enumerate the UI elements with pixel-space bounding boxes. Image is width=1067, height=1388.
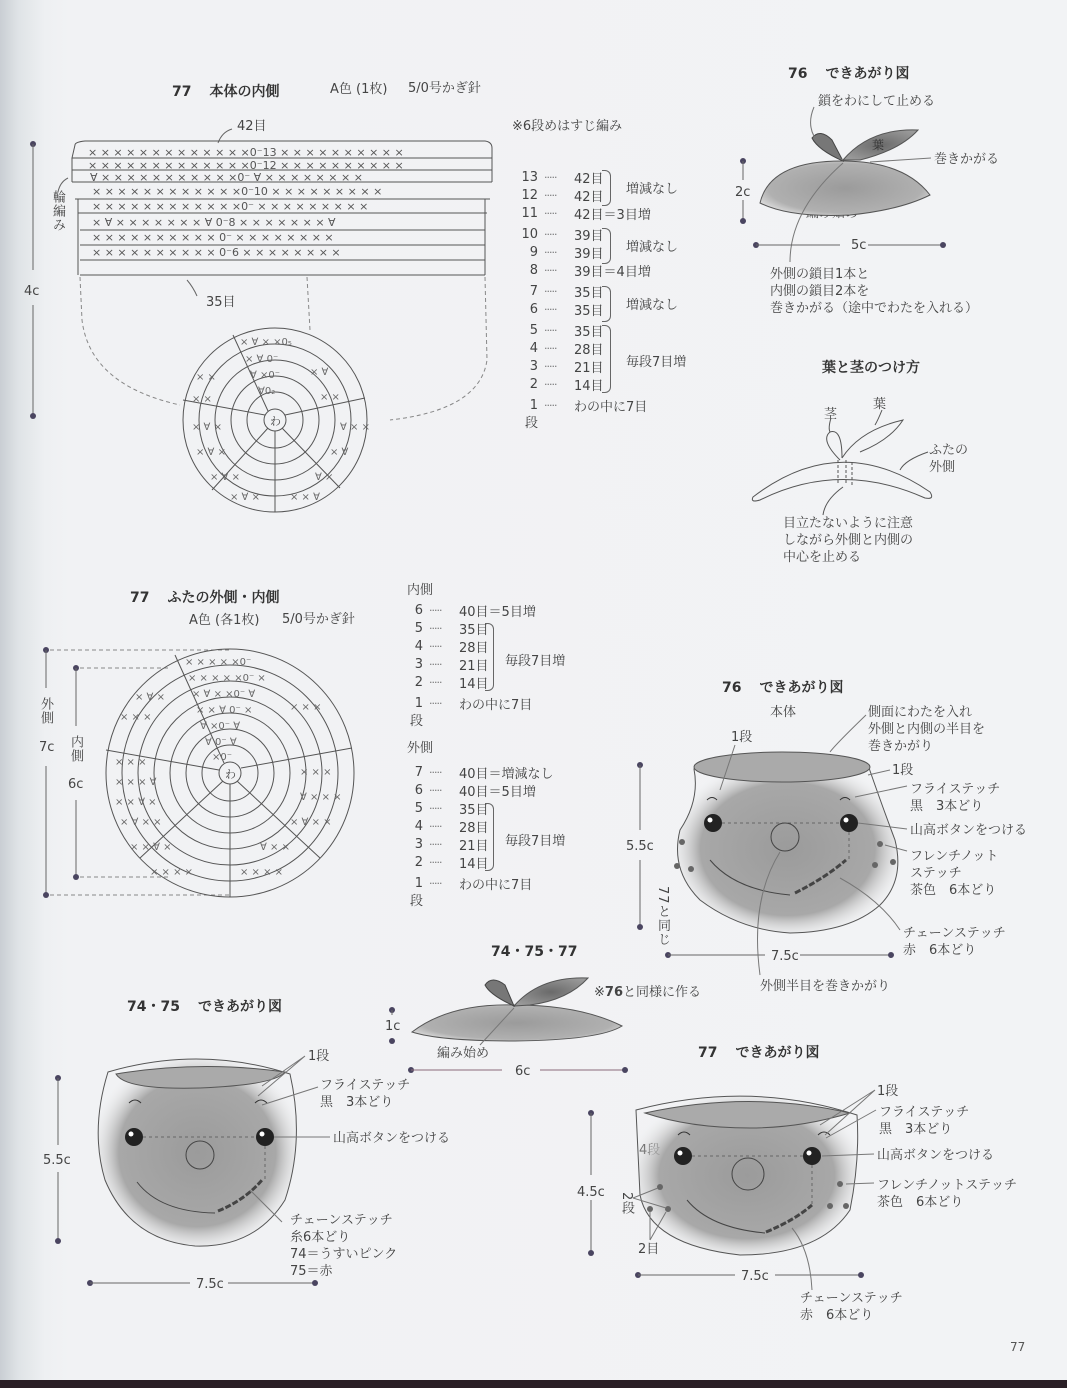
label-bottom-whip: 外側半目を巻きかがり xyxy=(760,979,891,994)
label-loop: 鎖をわにして止める xyxy=(818,94,936,109)
row-item: 8 ····· 39目＝4目増 xyxy=(529,262,651,280)
svg-text:× × × × × × × × × × × × ×0⁻12: × × × × × × × × × × × × ×0⁻12 × × × × × × × × × × xyxy=(88,159,404,172)
group-label: 増減なし xyxy=(626,182,679,197)
svg-text:× ∀ ×: × ∀ × xyxy=(230,492,260,503)
label-fly: 黒 3本どり xyxy=(320,1095,394,1110)
row-item: 7 ····· 35目 xyxy=(529,283,604,301)
label-same-as-77: 77と同じ xyxy=(655,886,670,947)
svg-text:∀ × × ×: ∀ × × × xyxy=(300,792,342,803)
label-chain: 74＝うすいピンク xyxy=(290,1247,398,1262)
svg-text:∀ 0⁻ ∀: ∀ 0⁻ ∀ xyxy=(205,737,237,748)
label-2me: 2目 xyxy=(638,1242,660,1257)
section-title-76-body: 76 できあがり図 xyxy=(722,680,844,696)
note-line: 外側の鎖目1本と xyxy=(770,267,870,282)
size-7c: 7c xyxy=(39,740,55,755)
label-fly: フライステッチ xyxy=(910,782,1001,797)
svg-text:わ: わ xyxy=(225,768,236,781)
svg-text:× ∀ × ×: × ∀ × × xyxy=(120,817,162,828)
svg-text:∀ ×0⁻ ∀: ∀ ×0⁻ ∀ xyxy=(200,721,241,732)
svg-text:× × ∀ ×: × × ∀ × xyxy=(115,797,157,808)
section-title-76-lid: 76 できあがり図 xyxy=(788,66,910,82)
label-chain: 糸6本どり xyxy=(290,1230,351,1245)
label-button: 山高ボタンをつける xyxy=(333,1131,451,1146)
group-label: 毎段7目増 xyxy=(505,834,566,849)
row-item: 4 ····· 28目 xyxy=(414,638,489,656)
label-french: ステッチ xyxy=(910,866,962,881)
hook-spec: 5/0号かぎ針 xyxy=(282,612,355,627)
row-item: 6 ····· 35目 xyxy=(529,301,604,319)
label-2dan: 2段 xyxy=(619,1192,634,1216)
svg-text:× ∀ × ×: × ∀ × × xyxy=(290,817,332,828)
leaf-label: 葉 xyxy=(872,138,885,152)
section-title-body-inner: 77 本体の内側 xyxy=(172,84,280,100)
svg-text:× ∀: × ∀ xyxy=(310,367,329,378)
svg-text:× ∀ × ×0₅: × ∀ × ×0₅ xyxy=(240,337,292,348)
row-count-list-lid-outer: 7 ····· 40目＝増減なし 6 ····· 40目＝5目増 5 ····· 35目 4 ····· 28目 3 ····· 21目 2 ····· 14目 1 ····· わの中に7目 段 xyxy=(395,763,554,906)
svg-text:× × × × × × × × × × × × ×0⁻13: × × × × × × × × × × × × ×0⁻13 × × × × × × × × × × xyxy=(88,146,404,159)
note-same-as-76: ※76と同様に作る xyxy=(594,985,702,1000)
section-title-lid-747577: 74・75・77 xyxy=(491,944,578,960)
width-7-5c: 7.5c xyxy=(741,1269,769,1284)
label-1dan: 1段 xyxy=(731,730,753,745)
label-fly: フライステッチ xyxy=(320,1078,411,1093)
row-item: 2 ····· 14目 xyxy=(529,376,604,394)
label-side: 外側と内側の半目を xyxy=(868,722,986,737)
svg-text:× × ∀: × × ∀ xyxy=(290,492,320,503)
label-whip: 巻きかがる xyxy=(934,152,1000,167)
svg-text:× × × × × × × × × × × ×0⁻: × × × × × × × × × × × ×0⁻ × × × × × × × × × xyxy=(92,200,369,213)
label-chain: 赤 6本どり xyxy=(903,943,977,958)
svg-text:× ∀ ×: × ∀ × xyxy=(135,692,165,703)
row-item: 5 ····· 35目 xyxy=(529,322,604,340)
svg-text:× × ×: × × × xyxy=(290,702,322,713)
svg-text:× ∀ × × × × × × × ∀ 0⁻8 ×: × ∀ × × × × × × × ∀ 0⁻8 × × × × × × × ∀ xyxy=(92,216,336,229)
svg-text:×0⁻: ×0⁻ xyxy=(212,752,233,763)
note-line: しながら外側と内側の xyxy=(783,533,914,548)
label-35-stitches: 35目 xyxy=(206,295,236,310)
svg-text:× × × ∀: × × × ∀ xyxy=(115,777,157,788)
label-42-stitches: 42目 xyxy=(237,119,267,134)
svg-text:× ∀ ×: × ∀ × xyxy=(210,472,240,483)
subtitle-body: 本体 xyxy=(770,705,797,720)
label-chain: チェーンステッチ xyxy=(290,1213,393,1228)
svg-text:× × ×: × × × xyxy=(120,712,152,723)
row-item: 1 ····· わの中に7目 xyxy=(414,875,533,893)
label-stem: 茎 xyxy=(824,407,838,422)
height-4-5c: 4.5c xyxy=(577,1185,605,1200)
group-label: 増減なし xyxy=(626,240,679,255)
height-1c: 1c xyxy=(385,1019,401,1034)
row-item: 5 ····· 35目 xyxy=(414,800,489,818)
height-5-5c: 5.5c xyxy=(626,839,654,854)
row-item: 4 ····· 28目 xyxy=(414,818,489,836)
label-1dan: 1段 xyxy=(877,1084,899,1099)
row-item: 2 ····· 14目 xyxy=(414,854,489,872)
note-line: 目立たないように注意 xyxy=(783,516,914,531)
section-title-leaf-stem: 葉と茎のつけ方 xyxy=(822,360,920,376)
height-5-5c: 5.5c xyxy=(43,1153,71,1168)
width-6c: 6c xyxy=(515,1064,531,1079)
svg-text:× ∀ ×: × ∀ × xyxy=(192,422,222,433)
width-7-5c: 7.5c xyxy=(196,1277,224,1292)
svg-text:× × ×: × × × xyxy=(300,767,332,778)
section-title-lid-outer-inner: 77 ふたの外側・内側 xyxy=(130,590,280,606)
svg-text:∀ ×: ∀ × xyxy=(315,472,334,483)
svg-text:× ×: × × xyxy=(196,372,216,383)
row-count-list-body-inner: 13 ····· 42目 12 ····· 42目 11 ····· 42目＝3目増 10 ····· 39目 9 ····· 39目 8 ····· 39目＝4目増 7 ····· 35目 6 ····· 35目 5 ····· 35目 4 ····· 28目 3 ····· 21目 2 ····· 14目 1 ····· わの中に7目 段 xyxy=(510,168,651,428)
svg-text:∀ × ×: ∀ × × xyxy=(260,842,290,853)
row-item: 3 ····· 21目 xyxy=(529,358,604,376)
label-chain: 赤 6本どり xyxy=(800,1308,874,1323)
note-line: 中心を止める xyxy=(783,550,862,565)
section-title-7475: 74・75 できあがり図 xyxy=(127,999,282,1015)
svg-text:× × × × × × × × × × × ×0⁻10: × × × × × × × × × × × ×0⁻10 × × × × × × × × × xyxy=(92,185,383,198)
label-1dan: 1段 xyxy=(892,763,914,778)
note-row6: ※6段めはすじ編み xyxy=(512,119,623,134)
label-side: 側面にわたを入れ xyxy=(868,705,973,720)
svg-text:× ∀ × ×0⁻ ∀: × ∀ × ×0⁻ ∀ xyxy=(192,689,256,700)
height-2c: 2c xyxy=(735,185,751,200)
size-6c: 6c xyxy=(68,777,84,792)
row-item: 4 ····· 28目 xyxy=(529,340,604,358)
svg-text:× ∀ 0⁻: × ∀ 0⁻ xyxy=(245,354,279,365)
svg-text:わ: わ xyxy=(270,415,281,428)
label-french: 茶色 6本どり xyxy=(877,1195,964,1210)
svg-text:∀ × ×: ∀ × × xyxy=(340,422,370,433)
label-fly: 黒 3本どり xyxy=(910,799,984,814)
label-round-knit: 輪編み xyxy=(50,190,65,232)
label-side: 巻きかがり xyxy=(868,739,934,754)
label-fly: フライステッチ xyxy=(879,1105,970,1120)
row-item: 5 ····· 35目 xyxy=(414,620,489,638)
row-item: 9 ····· 39目 xyxy=(529,244,604,262)
label-button: 山高ボタンをつける xyxy=(910,823,1028,838)
svg-text:× × ×: × × × xyxy=(115,757,147,768)
label-chain: 75＝赤 xyxy=(290,1264,333,1279)
group-label: 増減なし xyxy=(626,298,679,313)
row-item: 6 ····· 40目＝5目増 xyxy=(414,782,536,800)
group-label: 毎段7目増 xyxy=(626,355,687,370)
svg-text:× ×: × × xyxy=(192,394,212,405)
svg-text:× × × × × × × × × × 0⁻ ×: × × × × × × × × × × 0⁻ × × × × × × × × xyxy=(92,231,334,244)
svg-text:× ∀ ×: × ∀ × xyxy=(196,447,226,458)
svg-text:× × × ×: × × × × xyxy=(240,867,284,878)
inner-heading: 内側 xyxy=(407,583,434,598)
page-bottom-edge xyxy=(0,1380,1067,1388)
label-chain: チェーンステッチ xyxy=(800,1291,903,1306)
label-lid-outer: 外側 xyxy=(929,460,956,475)
height-4c: 4c xyxy=(24,284,40,299)
label-start: 編み始め xyxy=(437,1046,490,1061)
svg-text:∀ ×0⁻: ∀ ×0⁻ xyxy=(250,370,281,381)
label-french: フレンチノット xyxy=(910,849,999,864)
label-inner: 内側 xyxy=(68,735,83,763)
width-5c: 5c xyxy=(851,238,867,253)
group-label: 毎段7目増 xyxy=(505,654,566,669)
hook-spec: 5/0号かぎ針 xyxy=(408,81,481,96)
label-outer: 外側 xyxy=(38,697,53,725)
label-french: 茶色 6本どり xyxy=(910,883,997,898)
label-chain: チェーンステッチ xyxy=(903,926,1006,941)
yarn-spec: A色 (1枚) xyxy=(330,82,388,97)
label-lid-outer: ふたの xyxy=(929,443,969,458)
row-item: 13 ····· 42目 xyxy=(521,169,604,187)
svg-text:× ×: × × xyxy=(320,392,340,403)
row-count-list-lid-inner: 6 ····· 40目＝5目増 5 ····· 35目 4 ····· 28目 3 ····· 21目 2 ····· 14目 1 ····· わの中に7目 段 xyxy=(395,601,536,726)
note-line: 巻きかがる（途中でわたを入れる） xyxy=(770,301,979,316)
width-7-5c: 7.5c xyxy=(771,949,799,964)
label-leaf: 葉 xyxy=(873,397,887,412)
row-item: 1 ····· わの中に7目 xyxy=(529,397,648,415)
svg-text:× ∀: × ∀ xyxy=(330,447,349,458)
svg-text:× × × × ×0⁻: × × × × ×0⁻ xyxy=(185,657,252,668)
outer-heading: 外側 xyxy=(407,741,434,756)
note-line: 内側の鎖目2本を xyxy=(770,284,870,299)
svg-text:× × ∀ 0⁻ ×: × × ∀ 0⁻ × xyxy=(196,705,253,716)
section-title-77-final: 77 できあがり図 xyxy=(698,1045,820,1061)
label-fly: 黒 3本どり xyxy=(879,1122,953,1137)
svg-text:× × × × ×0⁻ ×: × × × × ×0⁻ × xyxy=(188,673,266,684)
svg-text:× × × ×: × × × × xyxy=(150,867,194,878)
row-item: 12 ····· 42目 xyxy=(521,187,604,205)
label-1dan: 1段 xyxy=(308,1049,330,1064)
label-button: 山高ボタンをつける xyxy=(877,1148,995,1163)
row-item: 10 ····· 39目 xyxy=(521,226,604,244)
row-item: 1 ····· わの中に7目 xyxy=(414,695,533,713)
svg-text:∀0₂: ∀0₂ xyxy=(258,386,276,397)
row-item: 2 ····· 14目 xyxy=(414,674,489,692)
svg-text:∀ × × × × × × × × × × ×0⁻: ∀ × × × × × × × × × × ×0⁻ ∀ × × × × × × × × xyxy=(90,171,363,184)
svg-text:× × × × × × × × × × 0⁻6 ×: × × × × × × × × × × 0⁻6 × × × × × × × × xyxy=(92,246,341,259)
svg-text:× × ∀ ×: × × ∀ × xyxy=(130,842,172,853)
row-item: 3 ····· 21目 xyxy=(414,836,489,854)
label-french: フレンチノットステッチ xyxy=(877,1178,1017,1193)
row-item: 7 ····· 40目＝増減なし xyxy=(414,764,554,782)
yarn-spec: A色 (各1枚) xyxy=(189,613,260,628)
row-item: 11 ····· 42目＝3目増 xyxy=(521,205,651,223)
row-item: 3 ····· 21目 xyxy=(414,656,489,674)
row-item: 6 ····· 40目＝5目増 xyxy=(414,602,536,620)
page-number: 77 xyxy=(1010,1340,1026,1354)
